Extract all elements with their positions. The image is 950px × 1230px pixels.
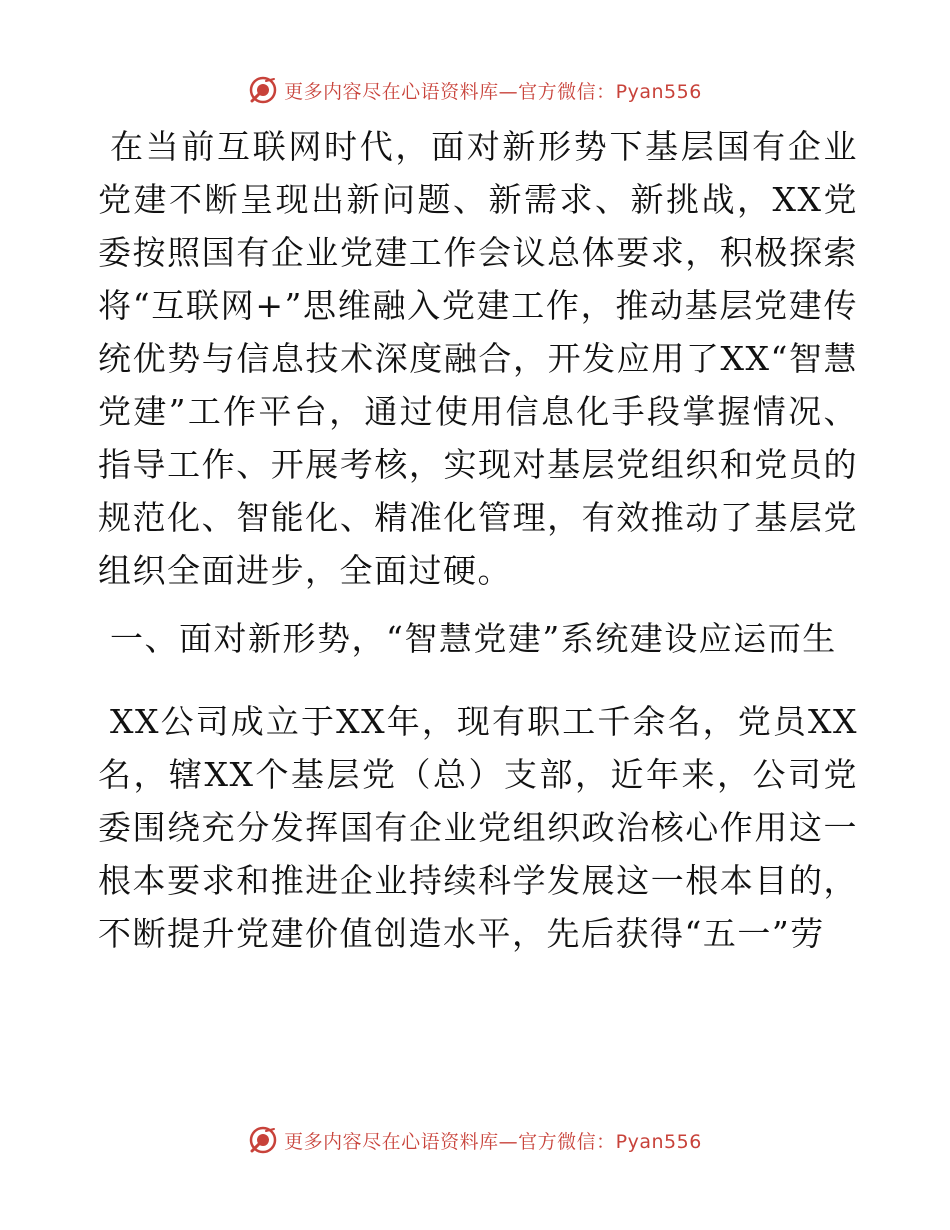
watermark-header	[0, 72, 950, 108]
watermark-text: 更多内容尽在心语资料库—官方微信：Pyan556	[284, 1130, 702, 1153]
section-heading-1: 一、面对新形势，“智慧党建”系统建设应运而生	[110, 619, 837, 658]
paragraph-1: 在当前互联网时代，面对新形势下基层国有企业党建不断呈现出新问题、新需求、新挑战，XX党委按照国有企业党建工作会议总体要求，积极探索将“互联网+”思维融入党建工作，推动基层党建传统优势与信息技术深度融合，开发应用了XX“智慧党建”工作平台，通过使用信息化手段掌握情况、指导工作、开展考核，实现对基层党组织和党员的规范化、智能化、精准化管理，有效推动了基层党组织全面进步，全面过硬。	[98, 127, 858, 590]
document-body	[98, 120, 858, 960]
watermark-logo-icon	[248, 75, 278, 105]
watermark-text: 更多内容尽在心语资料库—官方微信：Pyan556	[284, 80, 702, 103]
watermark-footer	[0, 1122, 950, 1158]
watermark-logo-icon	[248, 1125, 278, 1155]
paragraph-2: XX公司成立于XX年，现有职工千余名，党员XX名，辖XX个基层党（总）支部，近年来，公司党委围绕充分发挥国有企业党组织政治核心作用这一根本要求和推进企业持续科学发展这一根本目的，不断提升党建价值创造水平，先后获得“五一”劳	[98, 702, 858, 953]
